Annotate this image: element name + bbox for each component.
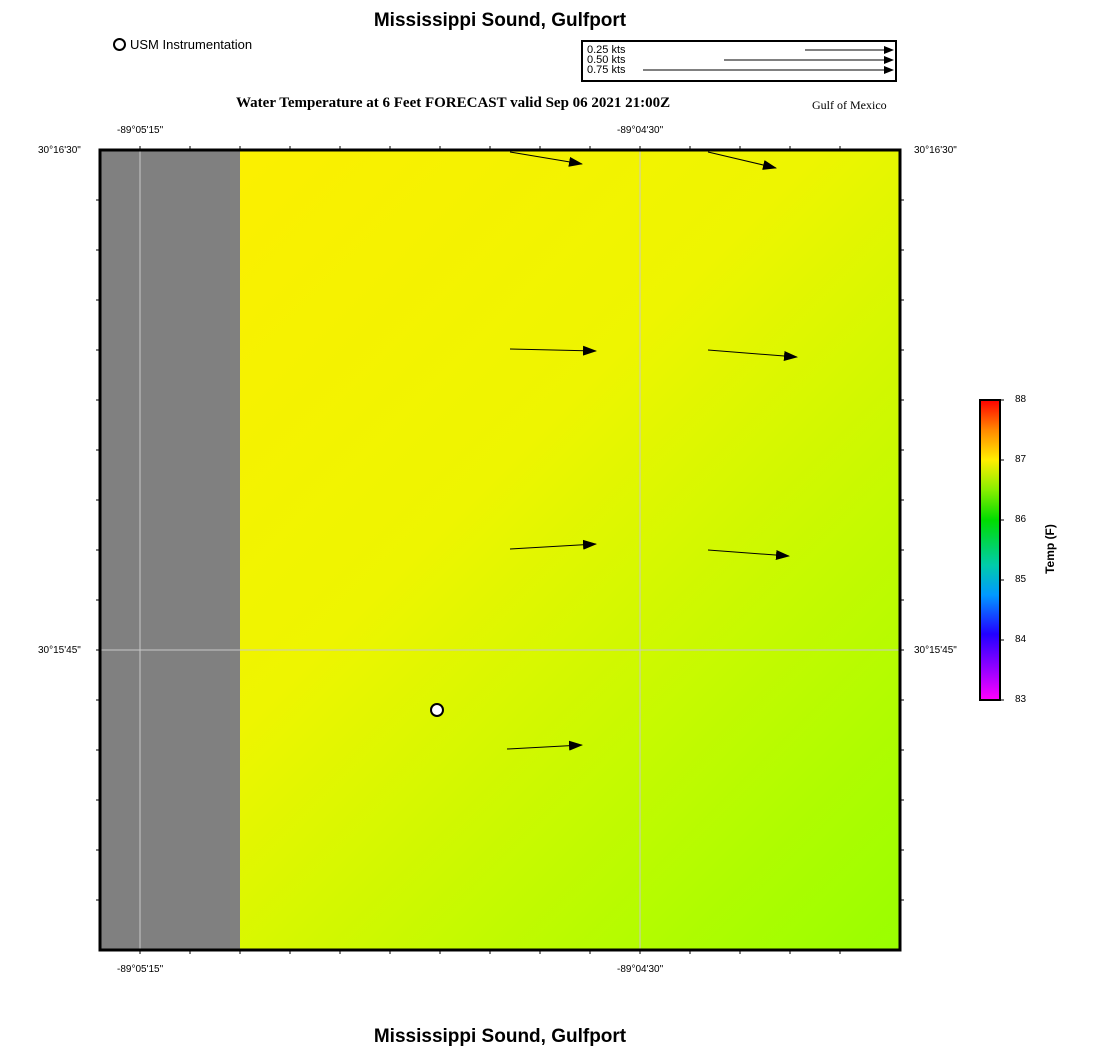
land-area [100,150,240,950]
lon-tick-bottom-east: -89°04'30" [617,964,664,975]
map-title-bottom: Mississippi Sound, Gulfport [373,1026,627,1047]
usm-station-marker [431,704,443,716]
speed-scale-label-1: 0.25 kts [587,44,626,56]
colorbar-gradient [980,400,1000,700]
lon-tick-top-east: -89°04'30" [617,125,664,136]
lat-tick-left-mid: 30°15'45" [38,645,81,656]
colorbar-tick-83: 83 [1015,694,1027,705]
colorbar-tick-86: 86 [1015,514,1027,525]
colorbar-tick-88: 88 [1015,394,1027,405]
lat-tick-right-north: 30°16'30" [914,145,957,156]
lat-tick-left-north: 30°16'30" [38,145,81,156]
speed-scale-label-2: 0.50 kts [587,54,626,66]
temperature-colorbar [975,395,1015,705]
lon-tick-top-west: -89°05'15" [117,125,164,136]
lat-tick-right-mid: 30°15'45" [914,645,957,656]
map-title-top: Mississippi Sound, Gulfport [373,10,627,31]
colorbar-tick-84: 84 [1015,634,1027,645]
forecast-title: Water Temperature at 6 Feet FORECAST valid Sep 06 2021 21:00Z [236,95,671,111]
map-frame [96,146,904,954]
lon-tick-bottom-west: -89°05'15" [117,964,164,975]
colorbar-tick-87: 87 [1015,454,1027,465]
station-legend-label: USM Instrumentation [130,37,253,52]
speed-scale-label-3: 0.75 kts [587,64,626,76]
colorbar-title: Temp (F) [1043,524,1057,574]
region-label: Gulf of Mexico [812,98,887,112]
colorbar-tick-85: 85 [1015,574,1027,585]
